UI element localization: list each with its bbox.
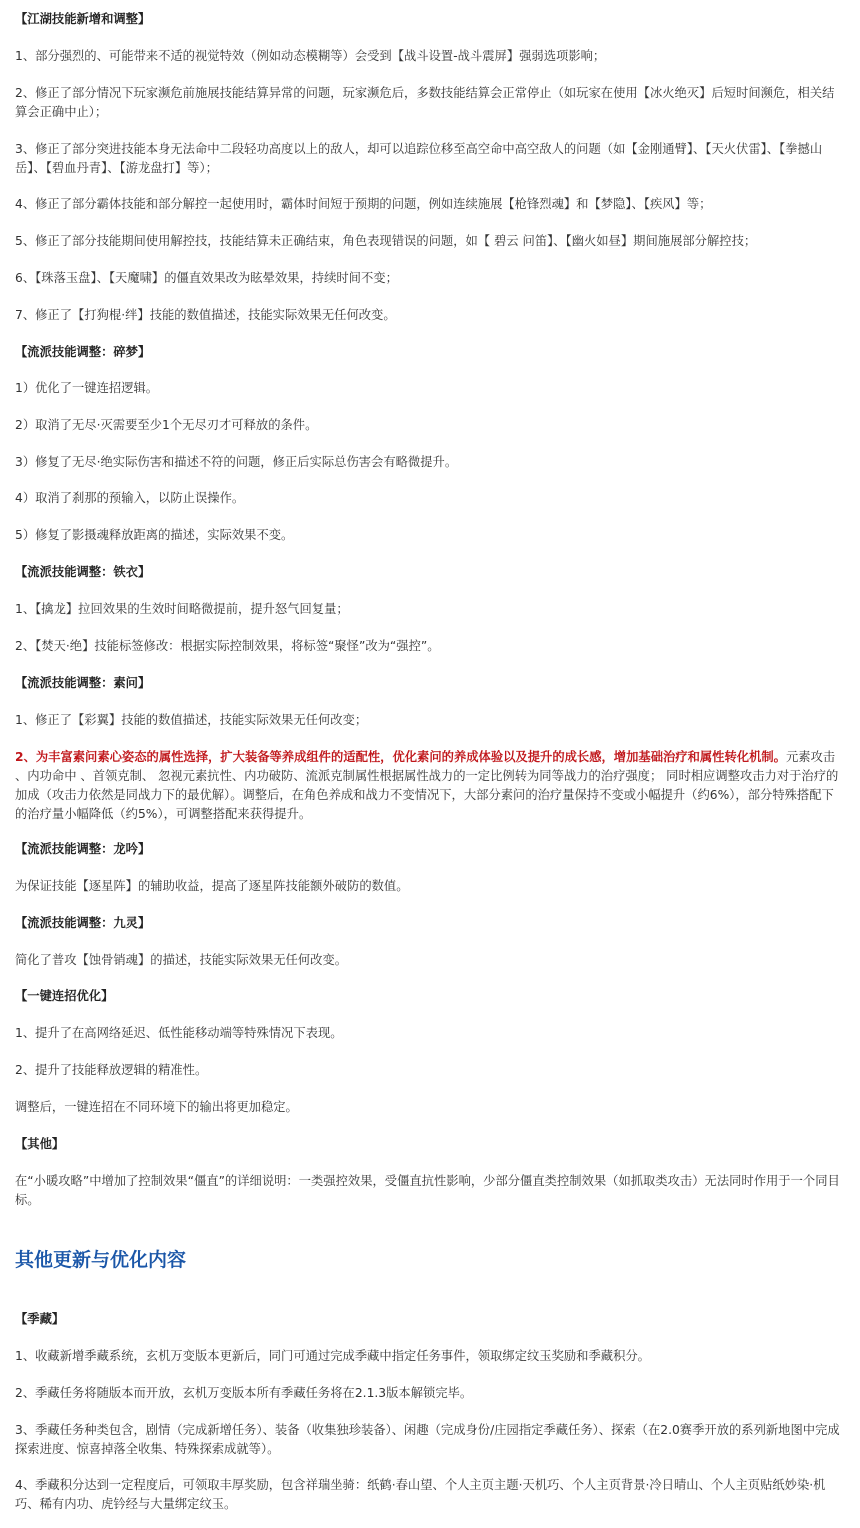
heading: 【流派技能调整：碎梦】	[15, 345, 151, 359]
heading: 【流派技能调整：铁衣】	[15, 565, 151, 579]
paragraph: 1、【擒龙】拉回效果的生效时间略微提前，提升怒气回复量；	[15, 602, 349, 616]
paragraph: 1、部分强烈的、可能带来不适的视觉特效（例如动态模糊等）会受到【战斗设置-战斗震屏】强弱选项影响；	[15, 49, 606, 63]
paragraph: 4、修正了部分霸体技能和部分解控一起使用时，霸体时间短于预期的问题，例如连续施展【枪锋烈魂】和【梦隐】、【疾风】等；	[15, 197, 712, 211]
paragraph: 简化了普攻【蚀骨销魂】的描述，技能实际效果无任何改变。	[15, 953, 348, 967]
paragraph: 1）优化了一键连招逻辑。	[15, 381, 159, 395]
paragraph: 3）修复了无尽·绝实际伤害和描述不符的问题，修正后实际总伤害会有略微提升。	[15, 455, 458, 469]
paragraph: 为保证技能【逐星阵】的辅助收益，提高了逐星阵技能额外破防的数值。	[15, 879, 409, 893]
heading: 【一键连招优化】	[15, 989, 114, 1003]
paragraph-text: 元素攻击 、内功命中 、首领克制、 忽视元素抗性、内功破防、流派克制属性根据属性战力的一定比例转为同等战力的治疗强度； 同时相应调整攻击力对于治疗的加成（攻击力依然是同战力下的最优解）。调整后，在角色养成和战力不变情况下，大部分素问的治疗量保持不变或小幅提升（约6%），部分特殊搭配下的治疗量小幅降低（约5%），可调整搭配来获得提升。	[15, 750, 839, 821]
paragraph	[15, 748, 845, 824]
paragraph: 3、修正了部分突进技能本身无法命中二段轻功高度以上的敌人，却可以追踪位移至高空命中高空敌人的问题（如【金刚通臂】、【天火伏雷】、【拳撼山岳】、【碧血丹青】、【游龙盘打】等）；	[15, 142, 823, 175]
paragraph: 2、提升了技能释放逻辑的精准性。	[15, 1063, 208, 1077]
heading: 【流派技能调整：龙吟】	[15, 842, 151, 856]
paragraph: 6、【珠落玉盘】、【天魔啸】的僵直效果改为眩晕效果，持续时间不变；	[15, 271, 398, 285]
paragraph: 5）修复了影摄魂释放距离的描述，实际效果不变。	[15, 528, 294, 542]
paragraph: 2、修正了部分情况下玩家濒危前施展技能结算异常的问题，玩家濒危后，多数技能结算会正常停止（如玩家在使用【冰火绝灭】后短时间濒危，相关结算会正确中止）；	[15, 86, 835, 119]
paragraph: 2、季藏任务将随版本而开放，玄机万变版本所有季藏任务将在2.1.3版本解锁完毕。	[15, 1386, 473, 1400]
paragraph: 1、提升了在高网络延迟、低性能移动端等特殊情况下表现。	[15, 1026, 343, 1040]
paragraph: 7、修正了【打狗棍·绊】技能的数值描述，技能实际效果无任何改变。	[15, 308, 396, 322]
heading: 【江湖技能新增和调整】	[15, 12, 151, 26]
paragraph: 1、修正了【彩翼】技能的数值描述，技能实际效果无任何改变；	[15, 713, 368, 727]
highlighted-text: 2、为丰富素问素心姿态的属性选择，扩大装备等养成组件的适配性，优化素问的养成体验以及提升的成长感，增加基础治疗和属性转化机制。	[15, 750, 786, 764]
section-title: 其他更新与优化内容	[15, 1249, 187, 1271]
paragraph: 调整后，一键连招在不同环境下的输出将更加稳定。	[15, 1100, 298, 1114]
paragraph: 2）取消了无尽·灭需要至少1个无尽刃才可释放的条件。	[15, 418, 318, 432]
paragraph: 3、季藏任务种类包含，剧情（完成新增任务）、装备（收集独珍装备）、闲趣（完成身份/庄园指定季藏任务）、探索（在2.0赛季开放的系列新地图中完成探索进度、惊喜掉落全收集、特殊探索成就等）。	[15, 1423, 840, 1456]
paragraph: 4）取消了刹那的预输入，以防止误操作。	[15, 491, 245, 505]
heading: 【其他】	[15, 1137, 65, 1151]
heading: 【季藏】	[15, 1312, 65, 1326]
paragraph: 1、收藏新增季藏系统，玄机万变版本更新后，同门可通过完成季藏中指定任务事件，领取绑定纹玉奖励和季藏积分。	[15, 1349, 650, 1363]
heading: 【流派技能调整：素问】	[15, 676, 151, 690]
paragraph: 2、【焚天·绝】技能标签修改：根据实际控制效果，将标签“聚怪”改为“强控”。	[15, 639, 440, 653]
heading: 【流派技能调整：九灵】	[15, 916, 151, 930]
paragraph: 4、季藏积分达到一定程度后，可领取丰厚奖励，包含祥瑞坐骑：纸鹤·春山望、个人主页主题·天机巧、个人主页背景·冷日晴山、个人主页贴纸妙染·机巧、稀有内功、虎钤经与大量绑定纹玉。	[15, 1478, 826, 1511]
paragraph: 5、修正了部分技能期间使用解控技，技能结算未正确结束，角色表现错误的问题，如【 碧云 问笛】、【幽火如昼】期间施展部分解控技；	[15, 234, 757, 248]
paragraph: 在“小暖攻略”中增加了控制效果“僵直”的详细说明：一类强控效果，受僵直抗性影响，少部分僵直类控制效果（如抓取类攻击）无法同时作用于一个同目标。	[15, 1174, 840, 1207]
